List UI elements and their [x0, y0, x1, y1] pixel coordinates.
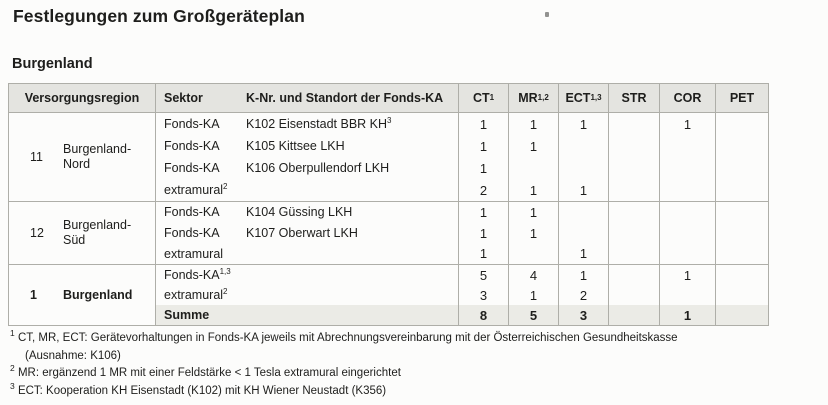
pet-cell [716, 135, 768, 157]
column-header-cor: COR [660, 84, 716, 112]
cor-cell [660, 157, 716, 179]
ect-cell: 1 [559, 265, 609, 285]
ect-cell [559, 135, 609, 157]
ect-cell [559, 157, 609, 179]
region-number: 1 [30, 288, 37, 303]
ect-label: ECT [565, 91, 591, 105]
mr-label: MR [518, 91, 538, 105]
standort-cell [246, 117, 458, 131]
mr-cell: 1 [509, 223, 559, 244]
pet-cell [716, 113, 768, 135]
str-cell [609, 135, 660, 157]
sektor-cell [156, 161, 246, 175]
region-cell [9, 202, 156, 264]
column-header-sektor: Sektor [164, 91, 203, 105]
sektor-cell [156, 226, 246, 240]
sektor-standort-cell [156, 179, 459, 201]
pet-cell [716, 202, 768, 223]
column-header-sektor-standort [156, 84, 459, 112]
sektor-cell [156, 288, 246, 302]
scan-artifact-dot [545, 12, 549, 17]
mr-cell [509, 157, 559, 179]
sektor-text: extramural [164, 246, 224, 261]
standort-cell [246, 161, 458, 175]
region-group-11 [9, 113, 768, 201]
ect-cell [559, 202, 609, 223]
sektor-text: Fonds-KA [164, 139, 220, 153]
ct-cell: 3 [459, 285, 509, 305]
summe-label-cell [156, 305, 459, 325]
sektor-text: Fonds-KA [164, 117, 220, 131]
str-cell [609, 243, 660, 264]
column-header-str: STR [609, 84, 660, 112]
sektor-standort-cell [156, 113, 459, 135]
footnote-text: ECT: Kooperation KH Eisenstadt (K102) mit KH Wiener Neustadt (K356) [17, 384, 387, 397]
sektor-standort-cell [156, 285, 459, 305]
ct-cell: 1 [459, 243, 509, 264]
cor-cell [660, 285, 716, 305]
region-group-12 [9, 201, 768, 264]
ct-cell: 1 [459, 223, 509, 244]
sektor-text: Fonds-KA [164, 268, 220, 283]
sektor-cell [156, 247, 246, 261]
pet-cell [716, 157, 768, 179]
summe-text: Summe [164, 308, 210, 323]
standort-text: K105 Kittsee LKH [246, 139, 345, 153]
sektor-cell [156, 117, 246, 131]
region-group-1-summary [9, 264, 768, 325]
sektor-cell [156, 205, 246, 219]
footnote-text-line2: (Ausnahme: K106) [25, 349, 121, 362]
mr-cell: 1 [509, 135, 559, 157]
pet-cell [716, 285, 768, 305]
sektor-cell [156, 139, 246, 153]
grossgeraeteplan-table [8, 83, 769, 326]
sektor-sup: 2 [223, 286, 228, 296]
pet-cell [716, 223, 768, 244]
cor-cell [660, 223, 716, 244]
footnote-marker: 3 [10, 380, 15, 391]
str-summe-cell [609, 305, 660, 325]
summe-label [156, 308, 246, 322]
sektor-sup: 1,3 [219, 266, 231, 276]
region-cell [9, 265, 156, 325]
cor-cell [660, 243, 716, 264]
standort-text: K107 Oberwart LKH [246, 226, 358, 241]
sektor-standort-cell [156, 265, 459, 285]
ct-cell: 1 [459, 157, 509, 179]
sektor-text: Fonds-KA [164, 205, 220, 220]
standort-sup: 3 [387, 115, 392, 125]
cor-cell: 1 [660, 265, 716, 285]
column-header-mr: MR 1,2 [509, 84, 559, 112]
cor-cell: 1 [660, 113, 716, 135]
sektor-sup: 2 [223, 181, 228, 191]
column-header-versorgungsregion: Versorgungsregion [9, 84, 156, 112]
sektor-text: Fonds-KA [164, 226, 220, 241]
cor-cell [660, 135, 716, 157]
pet-cell [716, 179, 768, 201]
str-cell [609, 157, 660, 179]
ect-cell: 1 [559, 243, 609, 264]
ct-cell: 1 [459, 113, 509, 135]
ect-cell: 1 [559, 179, 609, 201]
footnote-marker: 1 [10, 328, 15, 339]
footnote-2 [10, 365, 822, 383]
standort-text: K104 Güssing LKH [246, 205, 353, 220]
cor-cell [660, 202, 716, 223]
str-cell [609, 179, 660, 201]
ct-cell: 1 [459, 135, 509, 157]
footnote-text: CT, MR, ECT: Gerätevorhaltungen in Fonds-KA jeweils mit Abrechnungsvereinbarung mit der Österreichischen Gesundheitskasse [17, 332, 678, 344]
standort-text: K106 Oberpullendorf LKH [246, 161, 390, 175]
str-cell [609, 113, 660, 135]
ect-cell: 2 [559, 285, 609, 305]
column-header-ect: ECT 1,3 [559, 84, 609, 112]
sektor-standort-cell [156, 202, 459, 223]
column-header-pet: PET [729, 91, 755, 105]
footnote-1 [10, 330, 822, 365]
mr-cell: 4 [509, 265, 559, 285]
sektor-cell [156, 183, 246, 197]
str-cell [609, 285, 660, 305]
region-name: Burgenland-Nord [63, 142, 132, 171]
pet-cell [716, 243, 768, 264]
cor-cell [660, 179, 716, 201]
region-number: 12 [30, 226, 44, 241]
ct-cell: 2 [459, 179, 509, 201]
cor-summe-cell: 1 [660, 305, 716, 325]
footnote-text: MR: ergänzend 1 MR mit einer Feldstärke < 1 Tesla extramural eingerichtet [17, 367, 401, 379]
pet-cell [716, 265, 768, 285]
footnote-3 [10, 380, 822, 401]
mr-summe-cell: 5 [509, 305, 559, 325]
ct-cell: 5 [459, 265, 509, 285]
ct-cell: 1 [459, 202, 509, 223]
region-cell [9, 113, 156, 201]
ect-summe-cell: 3 [559, 305, 609, 325]
standort-cell [246, 226, 458, 240]
str-cell [609, 202, 660, 223]
mr-cell: 1 [509, 285, 559, 305]
str-cell [609, 265, 660, 285]
ect-cell: 1 [559, 113, 609, 135]
sektor-standort-cell [156, 135, 459, 157]
region-name: Burgenland-Süd [63, 218, 132, 248]
ct-summe-cell: 8 [459, 305, 509, 325]
sektor-standort-cell [156, 223, 459, 244]
footnotes [10, 330, 822, 400]
sektor-text: Fonds-KA [164, 161, 220, 175]
page-title: Festlegungen zum Großgeräteplan [13, 6, 305, 26]
column-header-standort: K-Nr. und Standort der Fonds-KA [246, 91, 444, 105]
sektor-standort-cell [156, 157, 459, 179]
sektor-cell [156, 268, 246, 282]
mr-cell: 1 [509, 179, 559, 201]
standort-cell [246, 205, 458, 219]
ect-cell [559, 223, 609, 244]
sektor-text: extramural [164, 288, 224, 303]
str-cell [609, 223, 660, 244]
sektor-text: extramural [164, 183, 224, 197]
ct-label: CT [472, 91, 490, 105]
section-heading: Burgenland [12, 56, 93, 72]
column-header-ct: CT 1 [459, 84, 509, 112]
region-name: Burgenland [63, 287, 133, 302]
standort-cell [246, 139, 458, 153]
standort-text: K102 Eisenstadt BBR KH [246, 117, 388, 131]
region-number: 11 [30, 150, 43, 164]
mr-cell: 1 [509, 113, 559, 135]
pet-summe-cell [716, 305, 768, 325]
table-header-row [9, 84, 768, 113]
footnote-marker: 2 [10, 363, 15, 374]
sektor-standort-cell [156, 243, 459, 264]
mr-cell [509, 243, 559, 264]
mr-cell: 1 [509, 202, 559, 223]
